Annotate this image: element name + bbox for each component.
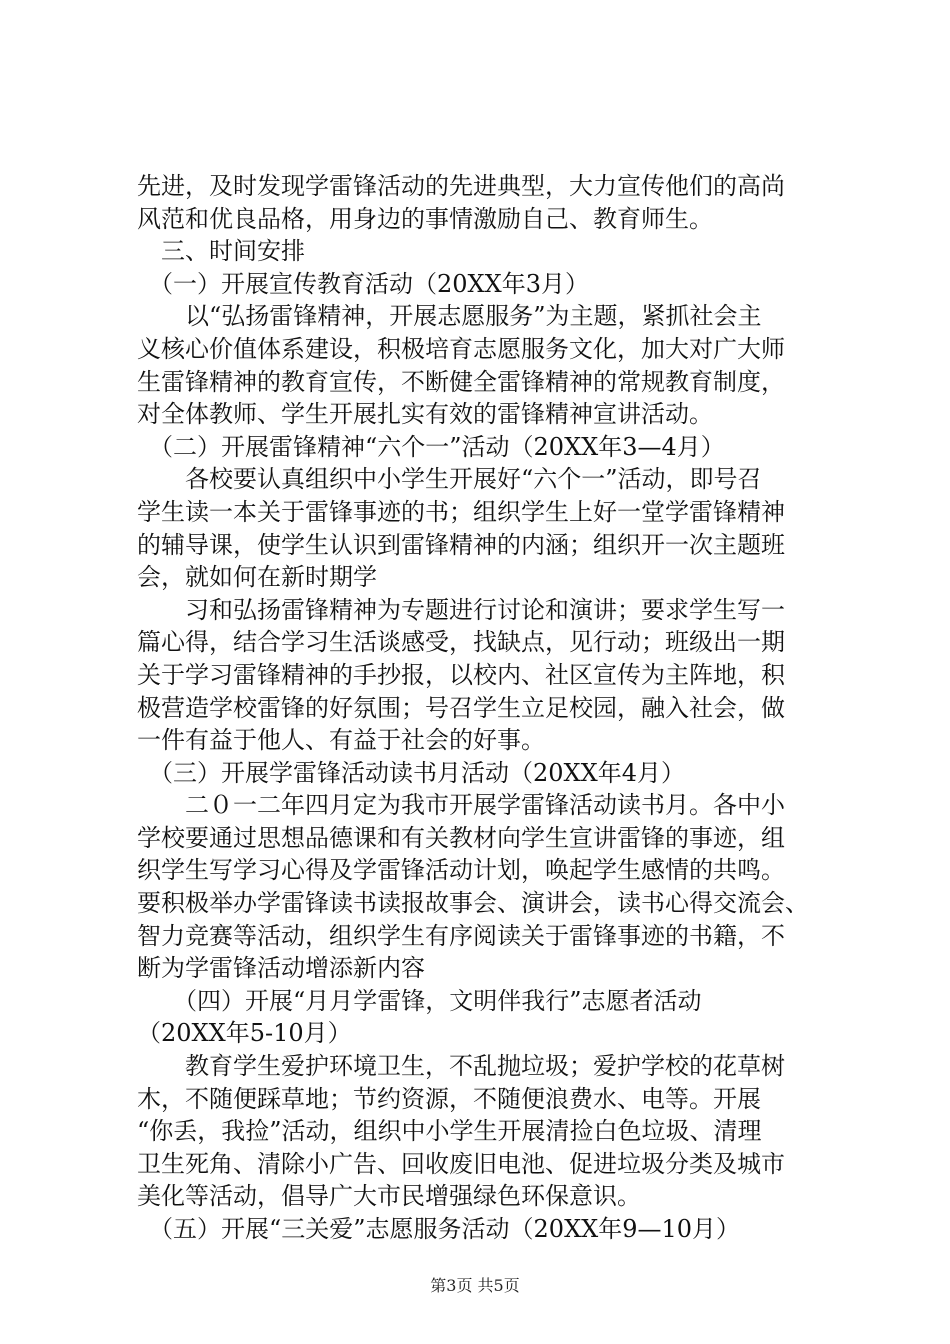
document-body bbox=[137, 170, 837, 1246]
text-line: 对全体教师、学生开展扎实有效的雷锋精神宣讲活动。 bbox=[137, 400, 713, 429]
text-line: （20XX年5-10月） bbox=[137, 1019, 352, 1048]
text-line: 断为学雷锋活动增添新内容 bbox=[137, 954, 425, 983]
text-line: 风范和优良品格，用身边的事情激励自己、教育师生。 bbox=[137, 204, 713, 233]
text-line: （一）开展宣传教育活动（20XX年3月） bbox=[137, 269, 589, 298]
text-line: 要积极举办学雷锋读书读报故事会、演讲会，读书心得交流会、 bbox=[137, 889, 809, 918]
text-line: 美化等活动，倡导广大市民增强绿色环保意识。 bbox=[137, 1182, 641, 1211]
text-line: 各校要认真组织中小学生开展好“六个一”活动，即号召 bbox=[137, 465, 762, 494]
text-line: （三）开展学雷锋活动读书月活动（20XX年4月） bbox=[137, 758, 685, 787]
text-line: （五）开展“三关爱”志愿服务活动（20XX年9—10月） bbox=[137, 1215, 741, 1243]
text-line: 木，不随便踩草地；节约资源，不随便浪费水、电等。开展 bbox=[137, 1084, 761, 1113]
text-line: 习和弘扬雷锋精神为专题进行讨论和演讲；要求学生写一 bbox=[137, 595, 785, 624]
text-line: 织学生写学习心得及学雷锋活动计划，唤起学生感情的共鸣。 bbox=[137, 856, 785, 885]
text-line: “你丢，我捡”活动，组织中小学生开展清捡白色垃圾、清理 bbox=[137, 1117, 762, 1146]
text-line: 卫生死角、清除小广告、回收废旧电池、促进垃圾分类及城市 bbox=[137, 1149, 785, 1178]
text-line: 会，就如何在新时期学 bbox=[137, 563, 377, 592]
text-line: 二０一二年四月定为我市开展学雷锋活动读书月。各中小 bbox=[137, 791, 785, 820]
text-line: （二）开展雷锋精神“六个一”活动（20XX年3—4月） bbox=[137, 432, 725, 461]
text-line: 智力竞赛等活动，组织学生有序阅读关于雷锋事迹的书籍，不 bbox=[137, 921, 785, 950]
text-line: 学生读一本关于雷锋事迹的书；组织学生上好一堂学雷锋精神 bbox=[137, 497, 785, 526]
text-line: 义核心价值体系建设，积极培育志愿服务文化，加大对广大师 bbox=[137, 334, 785, 363]
text-line: 教育学生爱护环境卫生，不乱抛垃圾；爱护学校的花草树 bbox=[137, 1052, 785, 1081]
text-line: 学校要通过思想品德课和有关教材向学生宣讲雷锋的事迹，组 bbox=[137, 823, 785, 852]
text-line: 先进，及时发现学雷锋活动的先进典型，大力宣传他们的高尚 bbox=[137, 172, 785, 200]
text-line: 篇心得，结合学习生活谈感受，找缺点，见行动；班级出一期 bbox=[137, 628, 785, 657]
text-line: 的辅导课，使学生认识到雷锋精神的内涵；组织开一次主题班 bbox=[137, 530, 785, 559]
text-line: 一件有益于他人、有益于社会的好事。 bbox=[137, 726, 545, 755]
text-line: 关于学习雷锋精神的手抄报，以校内、社区宣传为主阵地，积 bbox=[137, 660, 785, 689]
text-line: 生雷锋精神的教育宣传，不断健全雷锋精神的常规教育制度， bbox=[137, 367, 785, 396]
text-line: （四）开展“月月学雷锋，文明伴我行”志愿者活动 bbox=[137, 986, 702, 1015]
text-line: 三、时间安排 bbox=[137, 237, 305, 266]
text-line: 以“弘扬雷锋精神，开展志愿服务”为主题，紧抓社会主 bbox=[137, 302, 762, 331]
text-line: 极营造学校雷锋的好氛围；号召学生立足校园，融入社会，做 bbox=[137, 693, 785, 722]
page-footer: 第3页 共5页 bbox=[430, 1276, 520, 1295]
